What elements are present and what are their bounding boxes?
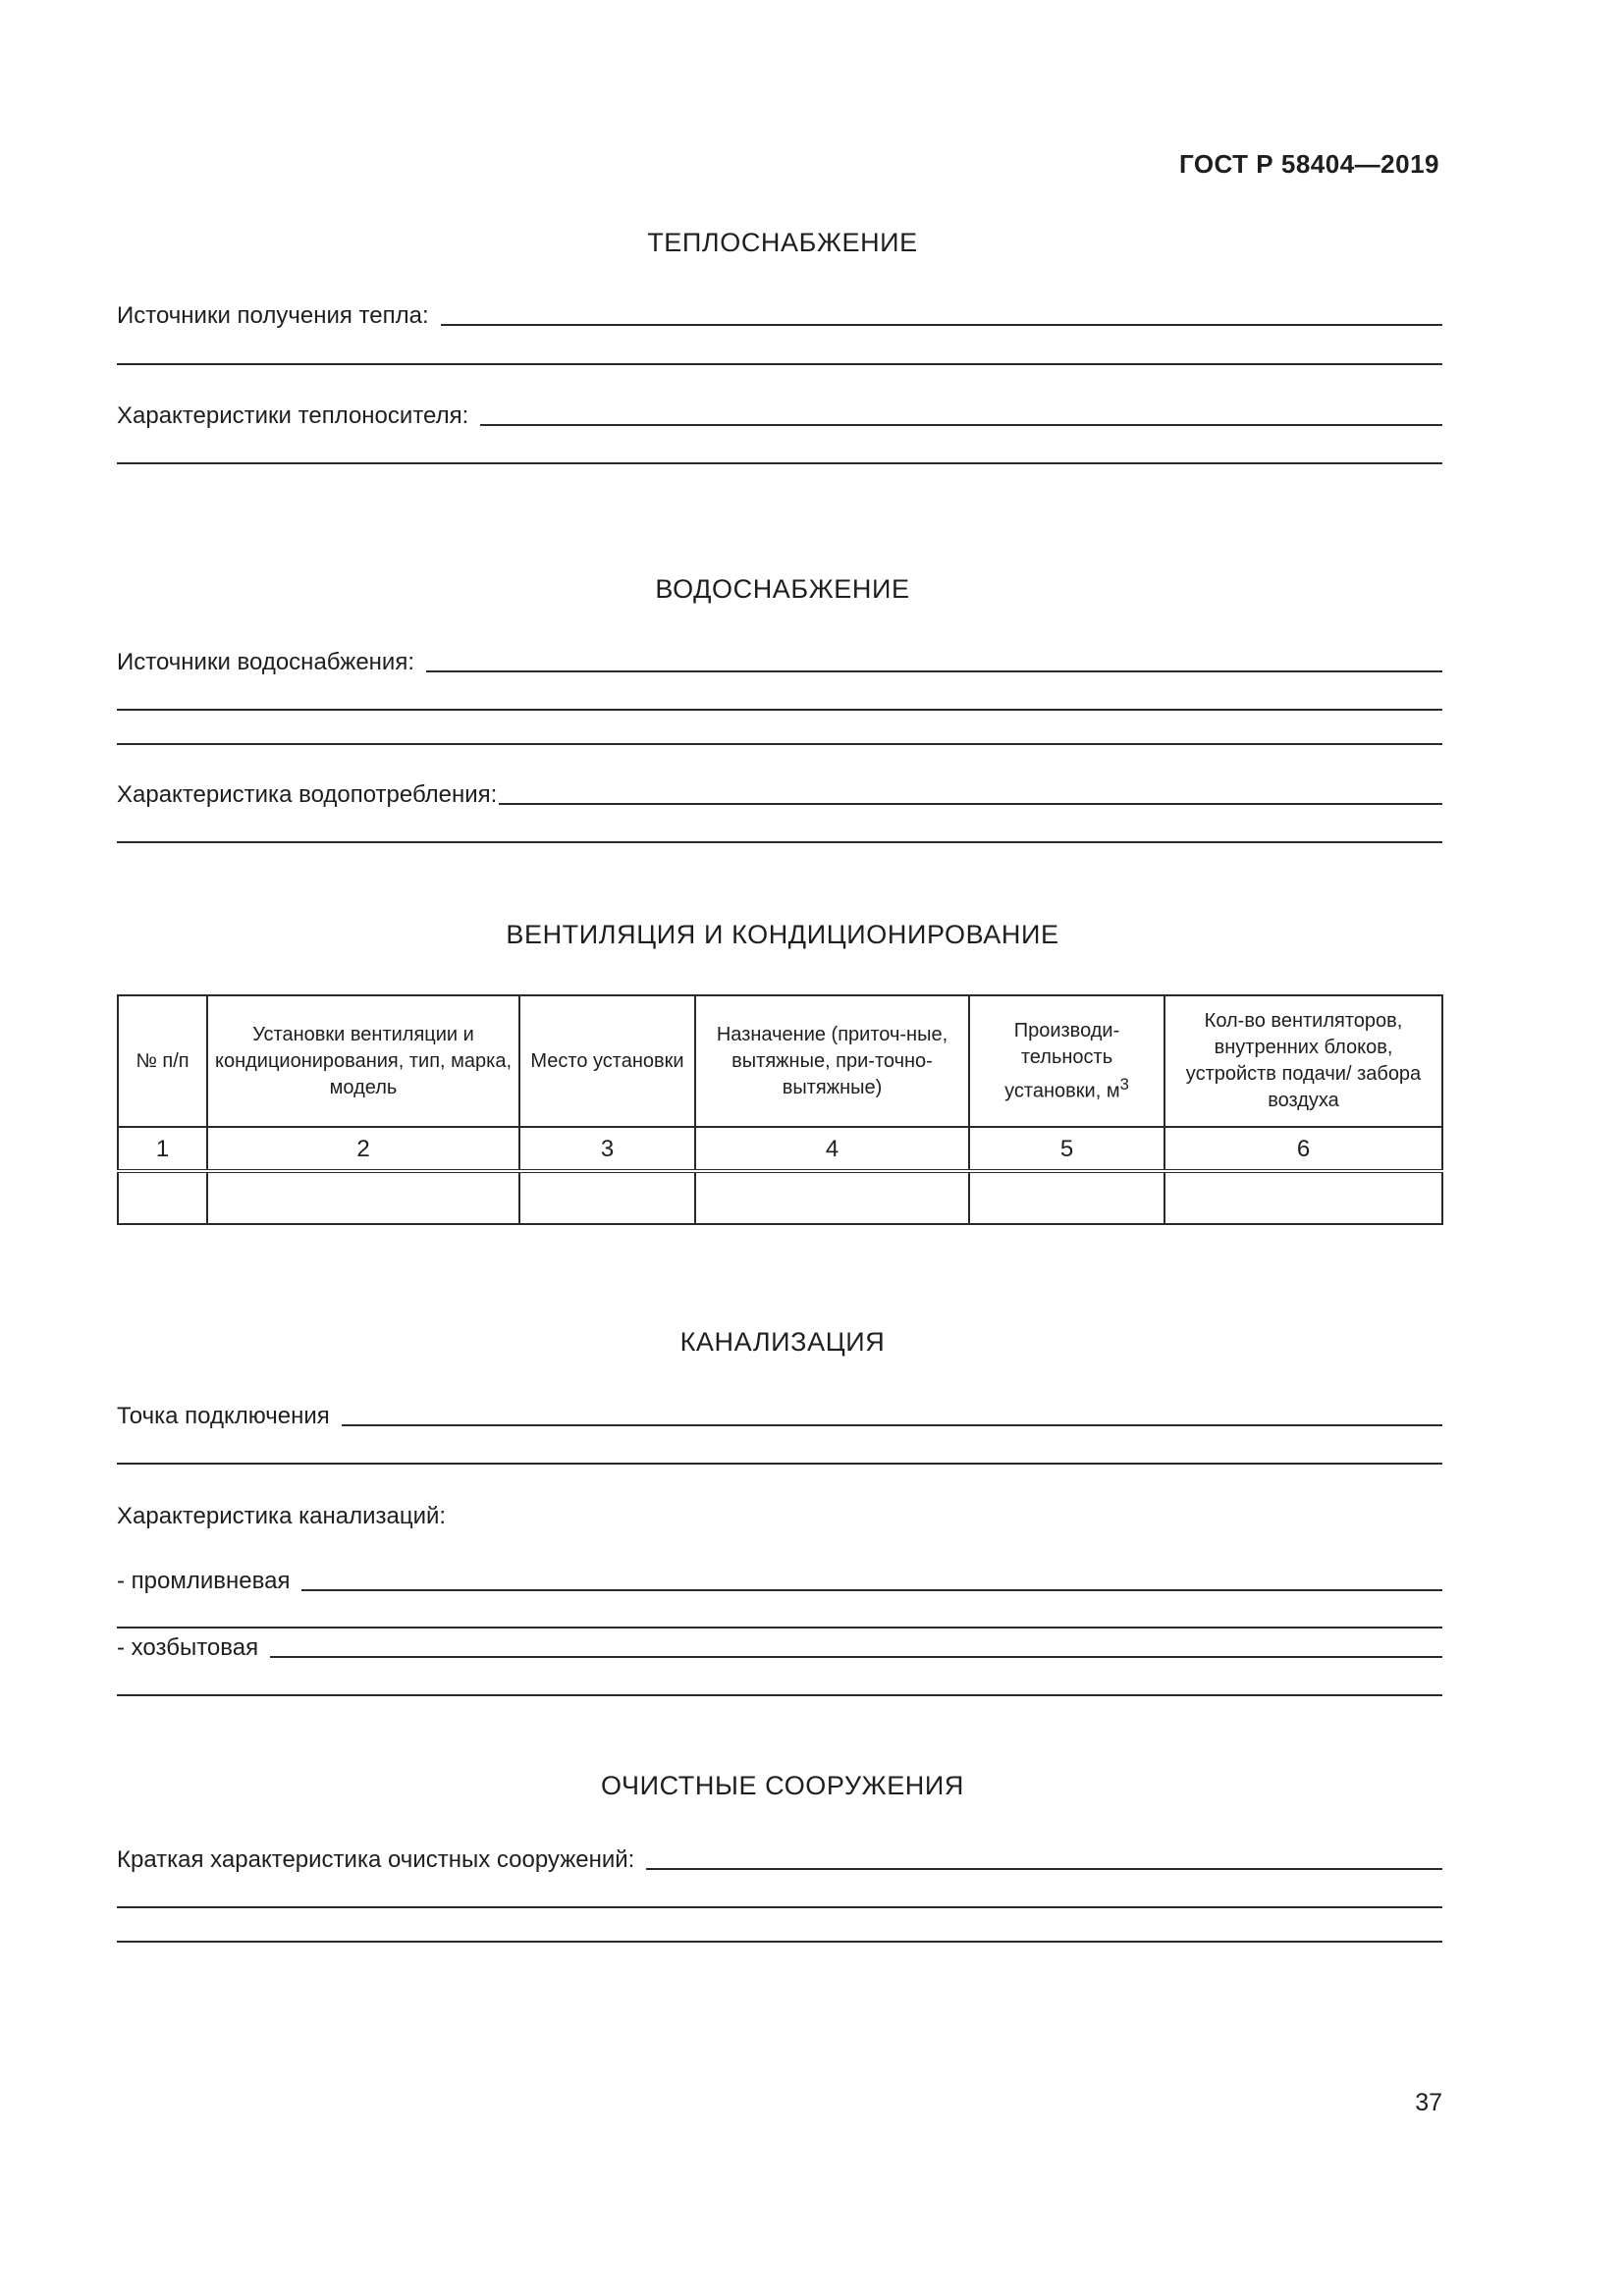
column-number: 4: [695, 1127, 969, 1171]
treatment-brief-line[interactable]: [646, 1866, 1442, 1870]
coolant-label: Характеристики теплоносителя:: [117, 402, 469, 429]
water-consumption-line[interactable]: [499, 801, 1442, 805]
treatment-brief-line-3[interactable]: [117, 1941, 1442, 1943]
storm-sewer-field[interactable]: [117, 1568, 1442, 1595]
heat-sources-field[interactable]: [117, 302, 1442, 330]
connection-point-line-2[interactable]: [117, 1463, 1442, 1465]
connection-point-line[interactable]: [342, 1422, 1442, 1426]
treatment-brief-field[interactable]: [117, 1846, 1442, 1874]
coolant-line[interactable]: [480, 422, 1442, 426]
table-header-row: [118, 995, 1442, 1127]
table-cell[interactable]: [519, 1171, 695, 1224]
sewer-characteristics-label: Характеристика канализаций:: [117, 1503, 447, 1529]
table-cell[interactable]: [207, 1171, 519, 1224]
column-header-units: Установки вентиляции и кондиционирования, тип, марка, модель: [207, 995, 519, 1127]
column-number: 5: [969, 1127, 1164, 1171]
storm-sewer-line[interactable]: [301, 1587, 1442, 1591]
table-row: [118, 1171, 1442, 1224]
water-consumption-label: Характеристика водопотребления:: [117, 781, 498, 808]
page-number: 37: [1415, 2089, 1442, 2116]
table-cell[interactable]: [118, 1171, 207, 1224]
household-sewer-line[interactable]: [270, 1654, 1442, 1658]
water-sources-line-3[interactable]: [117, 743, 1442, 745]
treatment-title: ОЧИСТНЫЕ СООРУЖЕНИЯ: [600, 1771, 965, 1800]
household-sewer-field[interactable]: [117, 1634, 1442, 1662]
column-header-fan-count: Кол-во вентиляторов, внутренних блоков, устройств подачи/ забора воздуха: [1164, 995, 1442, 1127]
table-cell[interactable]: [1164, 1171, 1442, 1224]
household-sewer-label: - хозбытовая: [117, 1634, 259, 1661]
water-sources-field[interactable]: [117, 649, 1442, 676]
treatment-brief-label: Краткая характеристика очистных сооружений:: [117, 1846, 635, 1873]
capacity-header-text: Производи-тельность установки, м: [1004, 1019, 1120, 1102]
column-number: 3: [519, 1127, 695, 1171]
treatment-brief-line-2[interactable]: [117, 1906, 1442, 1908]
capacity-unit-superscript: 3: [1119, 1074, 1129, 1094]
column-header-number: № п/п: [118, 995, 207, 1127]
heat-sources-line[interactable]: [441, 322, 1442, 326]
table-cell[interactable]: [969, 1171, 1164, 1224]
document-id: ГОСТ Р 58404—2019: [1178, 149, 1439, 179]
column-header-capacity: [969, 995, 1164, 1127]
storm-sewer-label: - промливневая: [117, 1568, 291, 1594]
ventilation-title: ВЕНТИЛЯЦИЯ И КОНДИЦИОНИРОВАНИЕ: [506, 920, 1059, 949]
heat-sources-label: Источники получения тепла:: [117, 302, 429, 329]
heat-sources-line-2[interactable]: [117, 363, 1442, 365]
column-number: 2: [207, 1127, 519, 1171]
column-number: 1: [118, 1127, 207, 1171]
water-supply-title: ВОДОСНАБЖЕНИЕ: [655, 574, 910, 604]
column-header-location: Место установки: [519, 995, 695, 1127]
storm-sewer-line-2[interactable]: [117, 1627, 1442, 1629]
sewer-title: КАНАЛИЗАЦИЯ: [679, 1327, 886, 1357]
coolant-line-2[interactable]: [117, 462, 1442, 464]
column-number: 6: [1164, 1127, 1442, 1171]
column-number-row: [118, 1127, 1442, 1171]
water-sources-line-2[interactable]: [117, 709, 1442, 711]
ventilation-table: [117, 994, 1443, 1225]
heat-supply-title: ТЕПЛОСНАБЖЕНИЕ: [647, 228, 918, 257]
water-sources-line[interactable]: [426, 668, 1442, 672]
connection-point-field[interactable]: [117, 1403, 1442, 1430]
water-consumption-line-2[interactable]: [117, 841, 1442, 843]
connection-point-label: Точка подключения: [117, 1403, 330, 1429]
water-consumption-field[interactable]: [117, 781, 1442, 809]
coolant-field[interactable]: [117, 402, 1442, 430]
column-header-purpose: Назначение (приточ-ные, вытяжные, при-точно-вытяжные): [695, 995, 969, 1127]
water-sources-label: Источники водоснабжения:: [117, 649, 414, 675]
household-sewer-line-2[interactable]: [117, 1694, 1442, 1696]
table-cell[interactable]: [695, 1171, 969, 1224]
